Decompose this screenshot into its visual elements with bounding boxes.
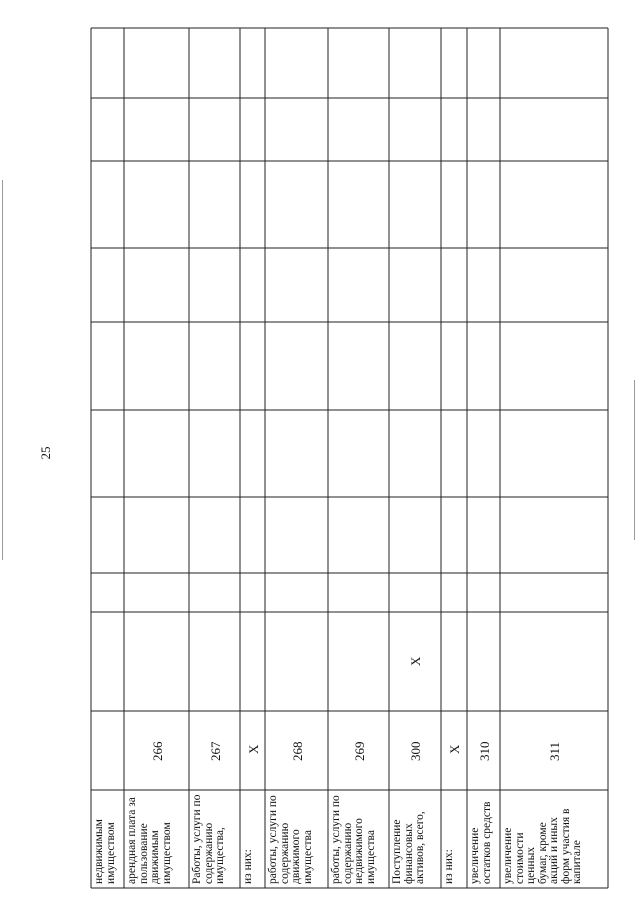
row-label: увеличение стоимости ценных бумаг, кроме акций и иных форм участия в капитале: [502, 808, 583, 884]
row-label: Поступление финансовых активов, всего,: [391, 811, 426, 884]
row-label: увеличение остатков средств: [469, 801, 493, 884]
row-code: 267: [207, 741, 223, 761]
row-code: 266: [149, 741, 165, 761]
row-code: X: [245, 744, 261, 754]
row-label: работы, услуги по содержанию движимого имущества: [267, 795, 314, 884]
row-code: 268: [289, 741, 305, 761]
row-code: 311: [547, 741, 562, 761]
cell-mark: X: [408, 656, 423, 666]
row-code: X: [447, 744, 462, 754]
row-code: 269: [351, 741, 367, 761]
row-label: недвижимым имуществом: [93, 819, 117, 884]
row-code: 310: [476, 741, 492, 761]
row-code: 300: [408, 741, 423, 761]
row-label: Работы, услуги по содержанию имущества,: [191, 794, 226, 884]
row-label: арендная плата за пользование движимым имуществом: [126, 797, 173, 884]
row-label: работы, услуги по содержанию недвижимого имущества: [330, 795, 377, 884]
row-label: из них:: [443, 849, 455, 884]
row-label: из них:: [242, 849, 254, 884]
page-number: 25: [38, 446, 53, 460]
